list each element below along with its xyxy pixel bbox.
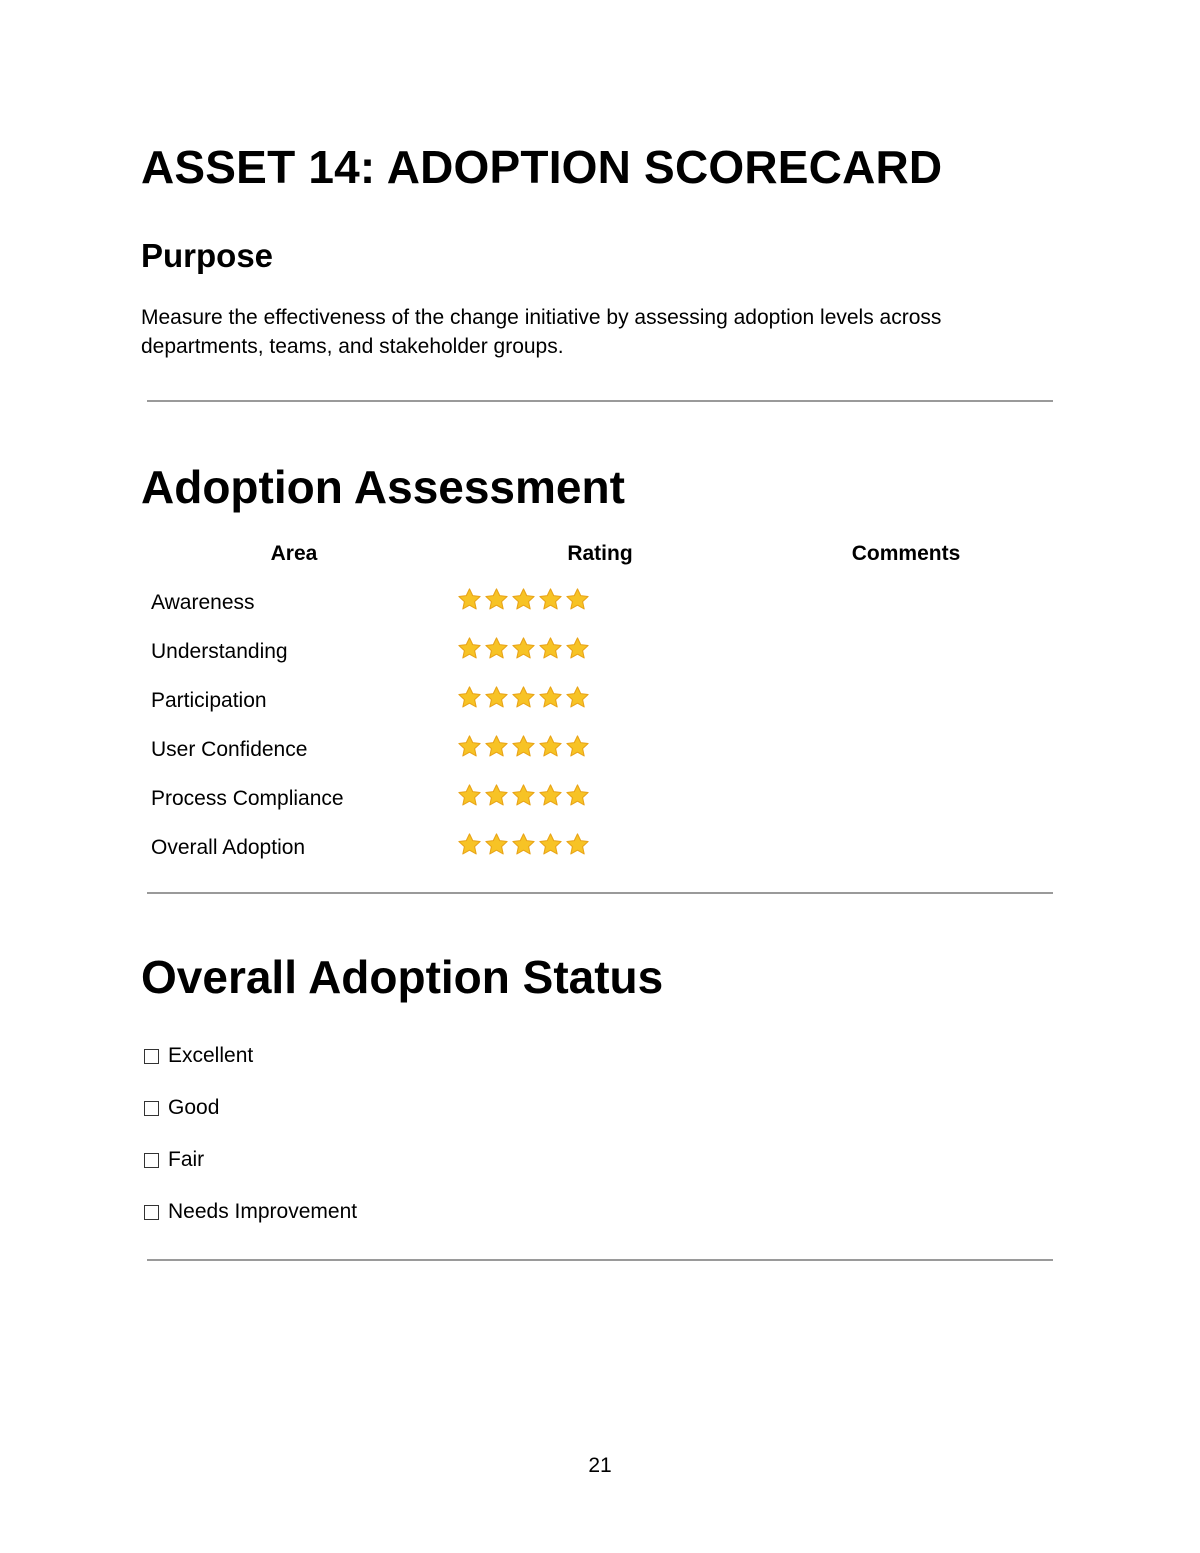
area-cell: Participation	[151, 688, 267, 712]
header-area: Area	[270, 542, 318, 565]
assessment-table	[141, 530, 1059, 872]
star-icon	[538, 636, 563, 661]
comments-cell	[753, 627, 1059, 676]
status-options-list	[141, 1030, 357, 1238]
table-row	[141, 578, 1059, 627]
star-rating	[457, 734, 590, 759]
star-icon	[565, 734, 590, 759]
status-option	[141, 1186, 357, 1238]
star-icon	[565, 636, 590, 661]
star-icon	[511, 832, 536, 857]
star-icon	[511, 685, 536, 710]
status-option-label: Fair	[168, 1148, 205, 1171]
status-heading: Overall Adoption Status	[141, 951, 664, 1003]
star-icon	[538, 685, 563, 710]
comments-cell	[753, 823, 1059, 872]
rating-cell	[447, 578, 753, 627]
star-icon	[511, 587, 536, 612]
document-title: ASSET 14: ADOPTION SCORECARD	[141, 141, 943, 193]
rating-cell	[447, 627, 753, 676]
star-icon	[457, 587, 482, 612]
star-icon	[484, 832, 509, 857]
rating-cell	[447, 676, 753, 725]
status-option	[141, 1134, 357, 1186]
star-icon	[538, 587, 563, 612]
rating-cell	[447, 823, 753, 872]
star-icon	[511, 734, 536, 759]
status-option-label: Excellent	[168, 1044, 254, 1067]
table-row	[141, 774, 1059, 823]
comments-cell	[753, 676, 1059, 725]
status-option	[141, 1030, 357, 1082]
status-option-label: Good	[168, 1096, 220, 1119]
status-option-label: Needs Improvement	[168, 1200, 358, 1223]
divider-2	[147, 892, 1053, 894]
star-icon	[565, 783, 590, 808]
star-icon	[538, 783, 563, 808]
checkbox-icon	[144, 1153, 159, 1168]
star-icon	[457, 685, 482, 710]
table-row	[141, 823, 1059, 872]
checkbox-icon	[144, 1049, 159, 1064]
star-icon	[484, 734, 509, 759]
checkbox-icon	[144, 1205, 159, 1220]
area-cell: Process Compliance	[151, 786, 344, 810]
star-icon	[457, 832, 482, 857]
divider-3	[147, 1259, 1053, 1261]
star-icon	[457, 636, 482, 661]
assessment-header-row	[141, 530, 1059, 578]
comments-cell	[753, 725, 1059, 774]
star-icon	[484, 685, 509, 710]
star-icon	[457, 734, 482, 759]
table-row	[141, 725, 1059, 774]
star-icon	[511, 636, 536, 661]
star-icon	[565, 587, 590, 612]
star-icon	[511, 783, 536, 808]
star-rating	[457, 685, 590, 710]
star-icon	[565, 685, 590, 710]
comments-cell	[753, 774, 1059, 823]
header-comments: Comments	[851, 542, 961, 565]
star-rating	[457, 783, 590, 808]
star-rating	[457, 587, 590, 612]
star-icon	[457, 783, 482, 808]
area-cell: Overall Adoption	[151, 835, 306, 859]
star-icon	[565, 832, 590, 857]
star-icon	[538, 832, 563, 857]
area-cell: Awareness	[151, 590, 255, 614]
rating-cell	[447, 725, 753, 774]
purpose-text: Measure the effectiveness of the change initiative by assessing adoption levels across departments, teams, and stakeholder groups.	[141, 306, 942, 358]
area-cell: Understanding	[151, 639, 288, 663]
header-rating: Rating	[567, 542, 633, 565]
star-icon	[484, 783, 509, 808]
purpose-heading: Purpose	[141, 237, 274, 274]
table-row	[141, 676, 1059, 725]
assessment-heading: Adoption Assessment	[141, 461, 625, 513]
checkbox-icon	[144, 1101, 159, 1116]
star-icon	[538, 734, 563, 759]
table-row	[141, 627, 1059, 676]
star-rating	[457, 636, 590, 661]
page-number: 21	[588, 1454, 612, 1477]
star-icon	[484, 636, 509, 661]
area-cell: User Confidence	[151, 737, 308, 761]
status-option	[141, 1082, 357, 1134]
star-rating	[457, 832, 590, 857]
rating-cell	[447, 774, 753, 823]
divider-1	[147, 400, 1053, 402]
comments-cell	[753, 578, 1059, 627]
star-icon	[484, 587, 509, 612]
